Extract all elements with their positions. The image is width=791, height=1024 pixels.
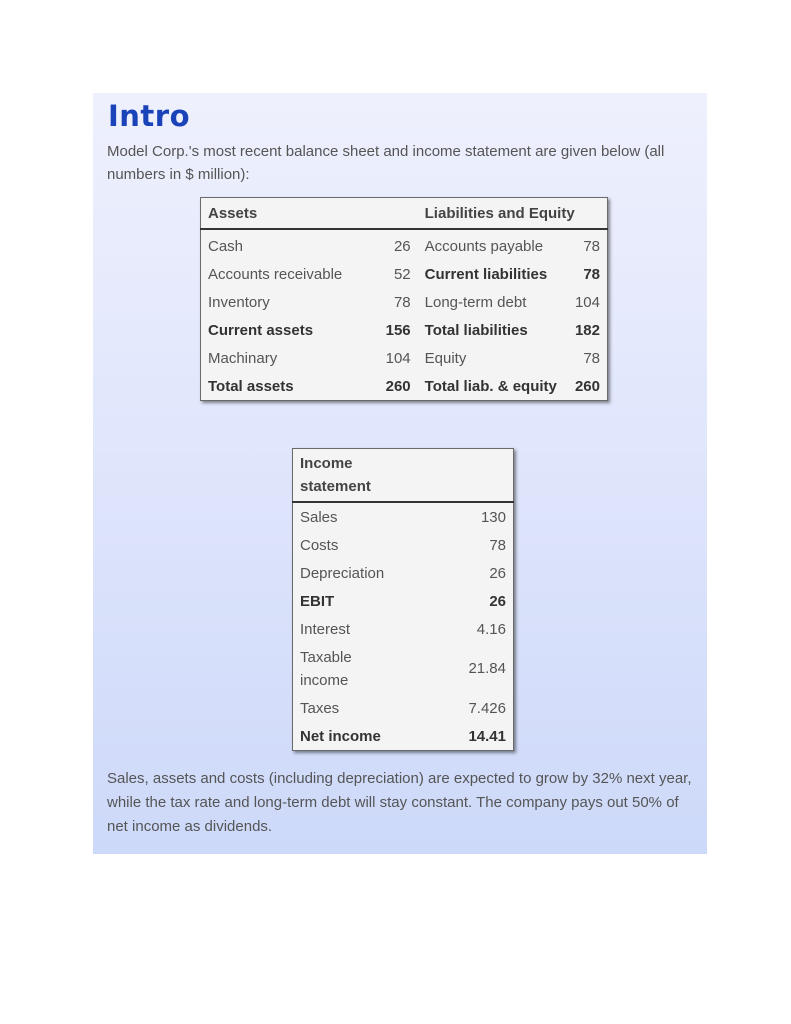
income-statement-header-text: Income statement <box>300 455 371 495</box>
liability-label: Current liabilities <box>424 265 548 283</box>
balance-sheet-table <box>200 197 608 401</box>
income-statement-table <box>292 448 514 751</box>
outro-text: Sales, assets and costs (including depreciation) are expected to grow by 32% next year, while the tax rate and long-term debt will stay constant. The company pays out 50% of net income as dividends. <box>107 770 692 835</box>
income-label-text: Taxable income <box>300 648 352 689</box>
asset-value: 78 <box>393 293 411 311</box>
liability-value: 78 <box>583 349 600 367</box>
asset-value: 156 <box>385 321 411 339</box>
asset-value: 26 <box>393 237 411 255</box>
liability-label: Long-term debt <box>424 293 527 311</box>
table-row <box>201 260 608 288</box>
income-value: 130 <box>480 508 506 526</box>
income-value: 26 <box>489 592 506 610</box>
income-label: Taxes <box>300 699 340 717</box>
balance-sheet-header-row <box>201 198 608 230</box>
liability-value: 78 <box>583 265 600 283</box>
asset-value: 104 <box>385 349 411 367</box>
table-row <box>293 643 514 694</box>
liability-value: 78 <box>583 237 600 255</box>
intro-text: Model Corp.'s most recent balance sheet and income statement are given below (all numbers in $ million): <box>107 143 665 183</box>
income-label <box>293 643 438 694</box>
liability-label: Equity <box>424 349 467 367</box>
table-row <box>293 722 514 751</box>
table-row <box>293 502 514 531</box>
income-value: 21.84 <box>468 660 506 677</box>
table-row <box>293 615 514 643</box>
income-value: 78 <box>489 536 506 554</box>
income-label: Net income <box>300 727 381 745</box>
liability-label: Total liabilities <box>424 321 528 339</box>
asset-value: 260 <box>385 377 411 395</box>
income-statement-header <box>293 449 514 503</box>
asset-value: 52 <box>393 265 411 283</box>
income-statement-header-row <box>293 449 514 503</box>
income-value: 7.426 <box>468 699 506 717</box>
income-value: 4.16 <box>476 620 506 638</box>
table-row <box>293 531 514 559</box>
income-label: Depreciation <box>300 564 385 582</box>
asset-label: Total assets <box>208 377 294 395</box>
income-label: Interest <box>300 620 351 638</box>
table-row <box>293 694 514 722</box>
asset-label: Accounts receivable <box>208 265 343 283</box>
liability-value: 182 <box>574 321 600 339</box>
asset-label: Cash <box>208 237 244 255</box>
table-row <box>201 316 608 344</box>
assets-header: Assets <box>201 198 418 230</box>
liability-value: 260 <box>574 377 600 395</box>
asset-label: Inventory <box>208 293 270 311</box>
liability-label: Accounts payable <box>424 237 544 255</box>
table-row <box>293 559 514 587</box>
asset-label: Current assets <box>208 321 314 339</box>
income-label: Sales <box>300 508 338 526</box>
intro-panel <box>93 93 707 854</box>
income-label: EBIT <box>300 592 335 610</box>
table-row <box>201 372 608 401</box>
liability-label: Total liab. & equity <box>424 377 557 395</box>
intro-title: Intro <box>108 99 191 133</box>
income-value: 26 <box>489 564 506 582</box>
table-row <box>201 288 608 316</box>
income-value: 14.41 <box>468 727 506 745</box>
asset-label: Machinary <box>208 349 278 367</box>
income-label: Costs <box>300 536 339 554</box>
liability-value: 104 <box>574 293 600 311</box>
table-row <box>201 229 608 260</box>
liabilities-equity-header: Liabilities and Equity <box>418 198 608 230</box>
table-row <box>293 587 514 615</box>
table-row <box>201 344 608 372</box>
